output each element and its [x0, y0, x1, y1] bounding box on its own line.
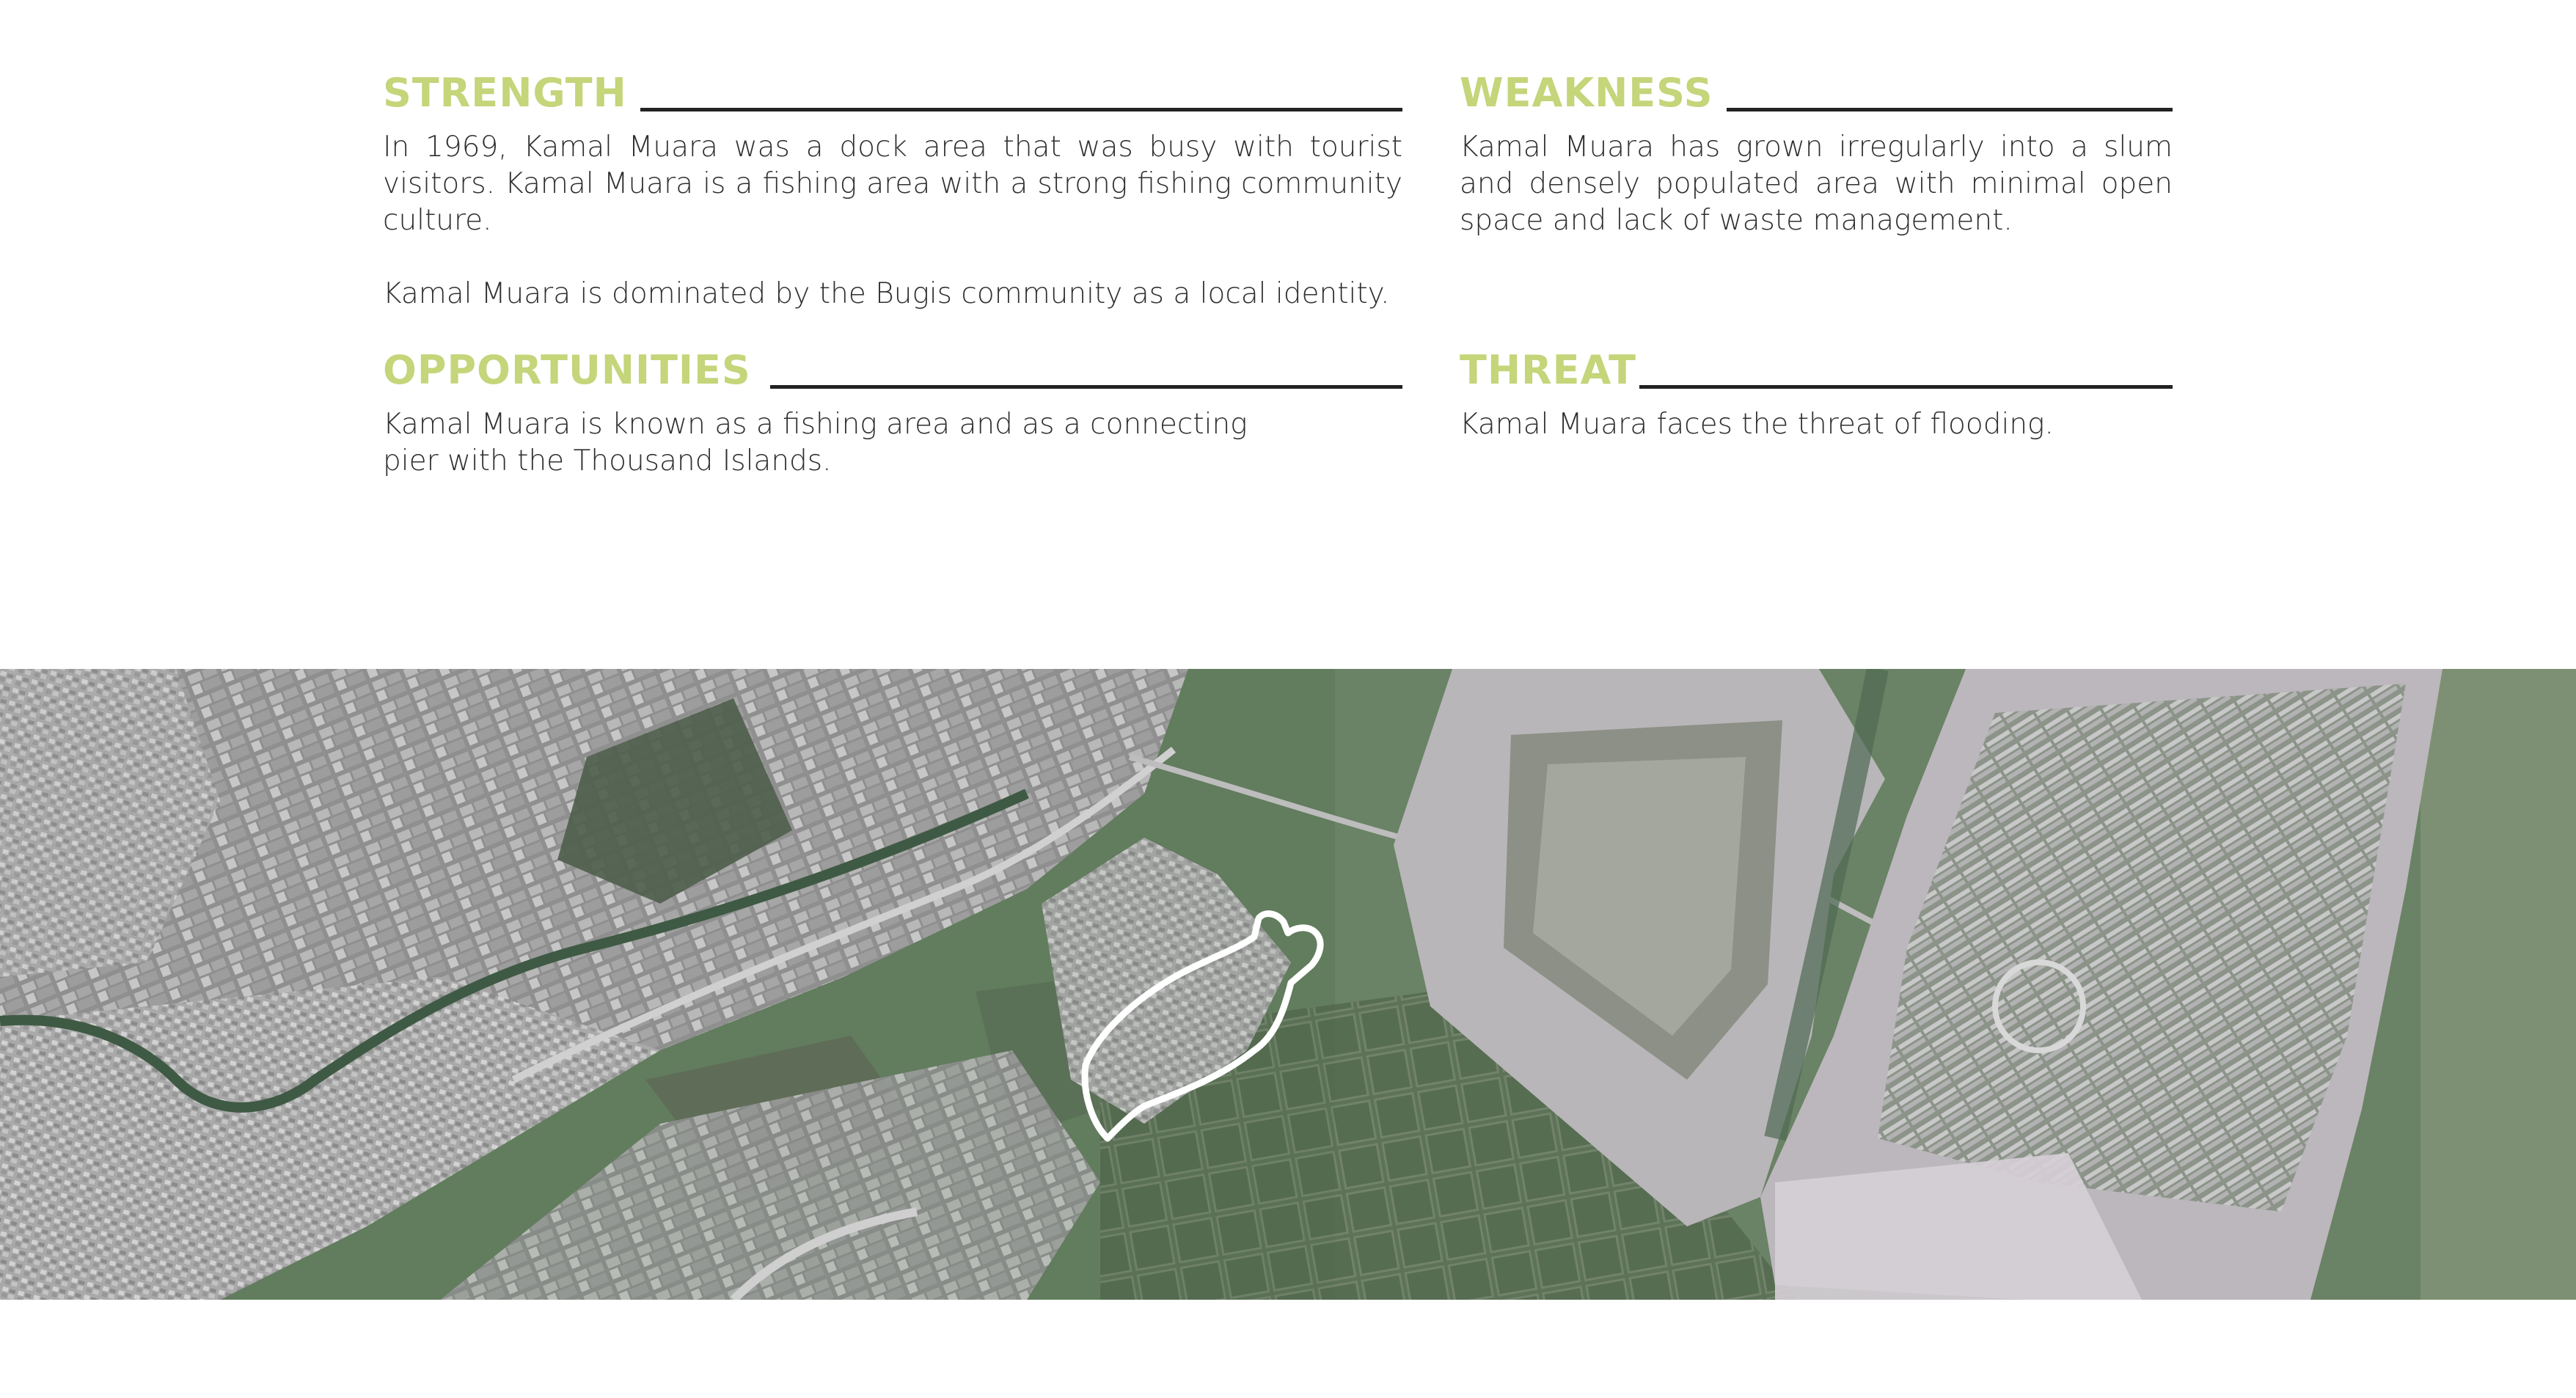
strength-body [383, 129, 1402, 312]
threat-paragraph: Kamal Muara faces the threat of flooding. [1460, 408, 2054, 441]
threat-heading: THREAT [1460, 347, 1636, 393]
weakness-heading: WEAKNESS [1460, 70, 1713, 116]
threat-heading-row [1460, 339, 2173, 393]
weakness-divider [1727, 108, 2173, 111]
map-svg [0, 669, 2576, 1300]
opportunities-heading: OPPORTUNITIES [383, 347, 751, 393]
threat-divider [1639, 385, 2173, 389]
threat-body [1460, 406, 2173, 443]
strength-paragraph: Kamal Muara is dominated by the Bugis community as a local identity. [383, 277, 1390, 310]
opportunities-section [383, 339, 1402, 480]
opportunities-body [383, 406, 1292, 480]
strength-paragraph: In 1969, Kamal Muara was a dock area that was busy with tourist visitors. Kamal Muara is a fishing area with a strong fishing community culture. [383, 131, 1402, 237]
opportunities-paragraph: Kamal Muara is known as a fishing area and as a connecting pier with the Thousand Islands. [383, 408, 1248, 477]
weakness-body [1460, 129, 2173, 239]
weakness-section [1460, 62, 2173, 239]
strength-heading: STRENGTH [383, 70, 627, 116]
weakness-heading-row [1460, 62, 2173, 116]
strength-heading-row [383, 62, 1402, 116]
threat-section [1460, 339, 2173, 443]
aerial-satellite-map [0, 669, 2576, 1300]
opportunities-heading-row [383, 339, 1402, 393]
strength-divider [640, 108, 1402, 111]
strength-section [383, 62, 1402, 312]
opportunities-divider [770, 385, 1402, 389]
weakness-paragraph: Kamal Muara has grown irregularly into a slum and densely populated area with minimal open space and lack of waste management. [1460, 131, 2173, 237]
